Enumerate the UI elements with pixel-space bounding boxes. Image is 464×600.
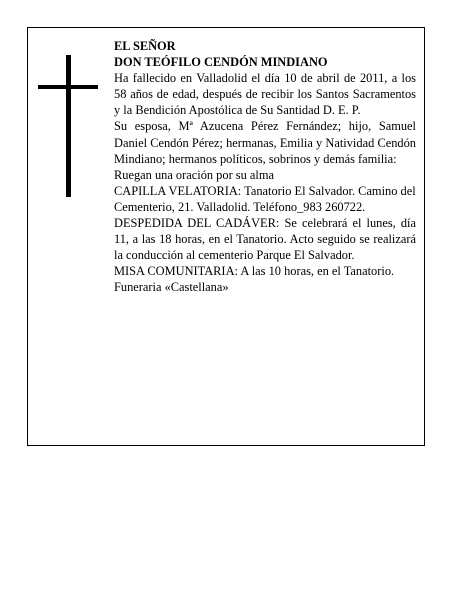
farewell-info: DESPEDIDA DEL CADÁVER: Se celebrará el lunes, día 11, a las 18 horas, en el Tanatorio. Acto seguido se realizará la conducción al cementerio Parque El Salvador. [114,216,416,263]
cross-vertical-bar [66,55,71,197]
obituary-text [114,38,416,296]
death-announcement: Ha fallecido en Valladolid el día 10 de abril de 2011, a los 58 años de edad, después de recibir los Santos Sacramentos y la Bendición Apostólica de Su Santidad D. E. P. [114,71,416,118]
funeral-home: Funeraria «Castellana» [114,280,229,295]
heading-title: EL SEÑOR [114,39,176,53]
mass-info: MISA COMUNITARIA: A las 10 horas, en el Tanatorio. [114,264,395,279]
cross-horizontal-bar [38,85,98,89]
deceased-name: DON TEÓFILO CENDÓN MINDIANO [114,55,328,70]
cross-icon [38,55,98,197]
family-list: Su esposa, Mª Azucena Pérez Fernández; hijo, Samuel Daniel Cendón Pérez; hermanas, Emilia y Natividad Cendón Mindiano; hermanos políticos, sobrinos y demás familia: [114,119,416,166]
chapel-info: CAPILLA VELATORIA: Tanatorio El Salvador. Camino del Cementerio, 21. Valladolid. Teléfono_983 260722. [114,183,416,214]
prayer-request: Ruegan una oración por su alma [114,167,274,182]
